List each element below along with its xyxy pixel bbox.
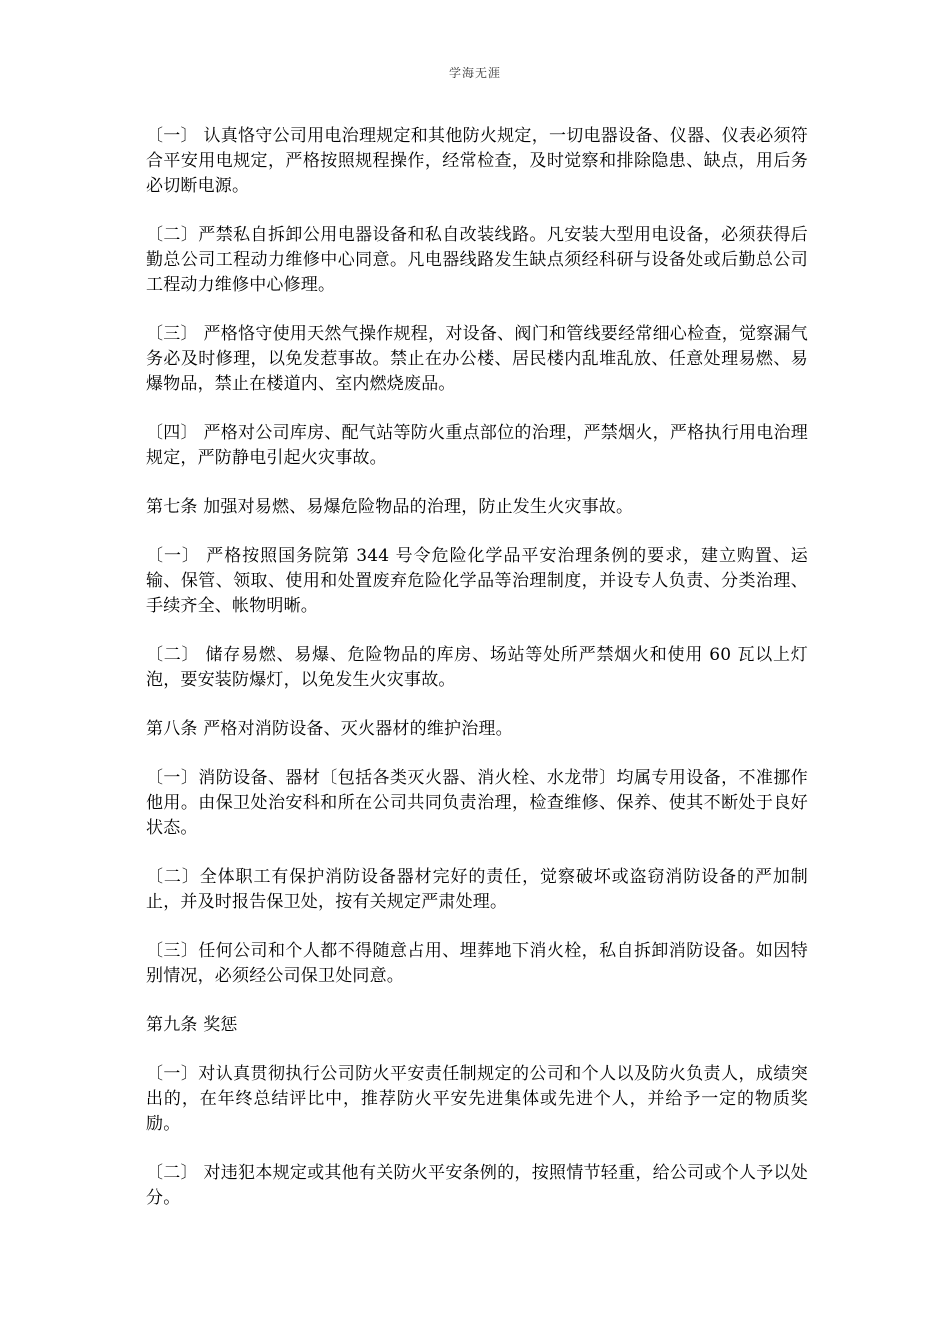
page-header: 学海无涯 bbox=[448, 66, 501, 80]
article-7-heading: 第七条 加强对易燃、易爆危险物品的治理，防止发生火灾事故。 bbox=[146, 497, 634, 517]
paragraph-2: 〔二〕严禁私自拆卸公用电器设备和私自改装线路。凡安装大型用电设备，必须获得后勤总公司工程动力维修中心同意。凡电器线路发生缺点须经科研与设备处或后勤总公司工程动力维修中心修理。 bbox=[146, 225, 808, 295]
paragraph-6: 〔一〕 严格按照国务院第 344 号令危险化学品平安治理条例的要求，建立购置、运输、保管、领取、使用和处置废弃危险化学品等治理制度，并设专人负责、分类治理、手续齐全、帐物明晰。 bbox=[146, 546, 808, 616]
paragraph-3: 〔三〕 严格恪守使用天然气操作规程，对设备、阀门和管线要经常细心检查，觉察漏气务必及时修理，以免发惹事故。禁止在办公楼、居民楼内乱堆乱放、任意处理易燃、易爆物品，禁止在楼道内、室内燃烧废品。 bbox=[146, 324, 808, 394]
paragraph-9: 〔一〕消防设备、器材〔包括各类灭火器、消火栓、水龙带〕均属专用设备，不准挪作他用。由保卫处治安科和所在公司共同负责治理，检查维修、保养、使其不断处于良好状态。 bbox=[146, 768, 808, 838]
paragraph-10: 〔二〕全体职工有保护消防设备器材完好的责任，觉察破坏或盗窃消防设备的严加制止，并及时报告保卫处，按有关规定严肃处理。 bbox=[146, 867, 808, 912]
paragraph-1: 〔一〕 认真恪守公司用电治理规定和其他防火规定，一切电器设备、仪器、仪表必须符合平安用电规定，严格按照规程操作，经常检查，及时觉察和排除隐患、缺点，用后务必切断电源。 bbox=[146, 126, 808, 196]
paragraph-11: 〔三〕任何公司和个人都不得随意占用、埋葬地下消火栓，私自拆卸消防设备。如因特别情况，必须经公司保卫处同意。 bbox=[146, 941, 808, 986]
paragraph-4: 〔四〕 严格对公司库房、配气站等防火重点部位的治理，严禁烟火，严格执行用电治理规定，严防静电引起火灾事故。 bbox=[146, 423, 808, 468]
document-body bbox=[146, 124, 808, 1235]
paragraph-7: 〔二〕 储存易燃、易爆、危险物品的库房、场站等处所严禁烟火和使用 60 瓦以上灯泡，要安装防爆灯，以免发生火灾事故。 bbox=[146, 645, 808, 690]
paragraph-14: 〔二〕 对违犯本规定或其他有关防火平安条例的，按照情节轻重，给公司或个人予以处分。 bbox=[146, 1163, 808, 1208]
paragraph-13: 〔一〕对认真贯彻执行公司防火平安责任制规定的公司和个人以及防火负责人，成绩突出的，在年终总结评比中，推荐防火平安先进集体或先进个人，并给予一定的物质奖励。 bbox=[146, 1064, 808, 1134]
article-9-heading: 第九条 奖惩 bbox=[146, 1015, 238, 1035]
article-8-heading: 第八条 严格对消防设备、灭火器材的维护治理。 bbox=[146, 719, 513, 739]
